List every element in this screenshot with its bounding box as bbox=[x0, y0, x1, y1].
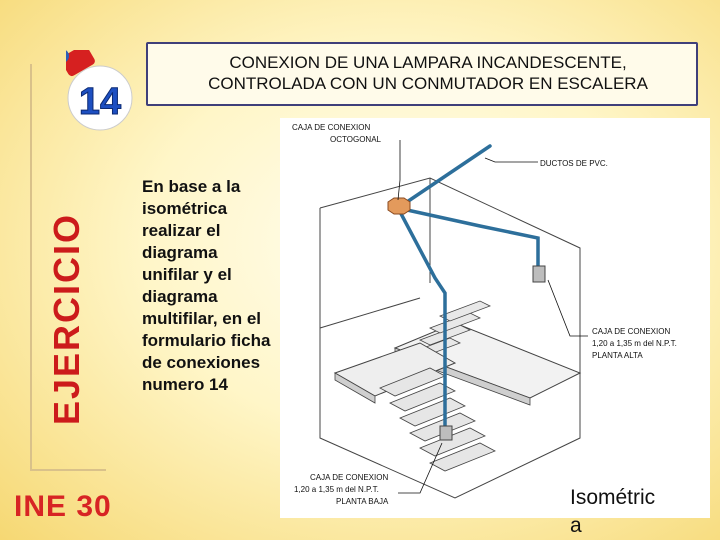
label-lower-box-3: PLANTA BAJA bbox=[336, 497, 389, 506]
label-lower-box-1: CAJA DE CONEXION bbox=[310, 473, 389, 482]
header-box bbox=[146, 42, 698, 106]
exercise-number-badge bbox=[66, 50, 134, 132]
drawing-caption-line1: Isométric bbox=[570, 486, 656, 509]
brand-logo-text: INE 30 bbox=[14, 490, 112, 523]
header-title-line2: CONTROLADA CON UN CONMUTADOR EN ESCALERA bbox=[208, 74, 648, 93]
exercise-number: 14 bbox=[78, 81, 122, 123]
header-title-line1: CONEXION DE UNA LAMPARA INCANDESCENTE, bbox=[229, 53, 627, 72]
drawing-caption bbox=[570, 484, 655, 540]
instructions-text: En base a la isométrica realizar el diagrama unifilar y el diagrama multifilar, en el formulario ficha de conexiones numero 14 bbox=[142, 177, 271, 394]
label-upper-box-1: CAJA DE CONEXION bbox=[592, 327, 671, 336]
isometric-drawing bbox=[280, 118, 710, 518]
label-upper-box-3: PLANTA ALTA bbox=[592, 351, 643, 360]
label-upper-box-2: 1,20 a 1,35 m del N.P.T. bbox=[592, 339, 677, 348]
label-box-octagonal-1: CAJA DE CONEXION bbox=[292, 123, 371, 132]
side-title: EJERCICIO bbox=[46, 212, 87, 425]
lower-switch-box bbox=[440, 426, 452, 440]
octagonal-box bbox=[388, 198, 410, 214]
upper-switch-box bbox=[533, 266, 545, 282]
drawing-caption-line2: a bbox=[570, 514, 582, 537]
header-title bbox=[168, 52, 688, 94]
label-lower-box-2: 1,20 a 1,35 m del N.P.T. bbox=[294, 485, 379, 494]
label-pvc-ducts: DUCTOS DE PVC. bbox=[540, 159, 608, 168]
label-box-octagonal-2: OCTOGONAL bbox=[330, 135, 381, 144]
